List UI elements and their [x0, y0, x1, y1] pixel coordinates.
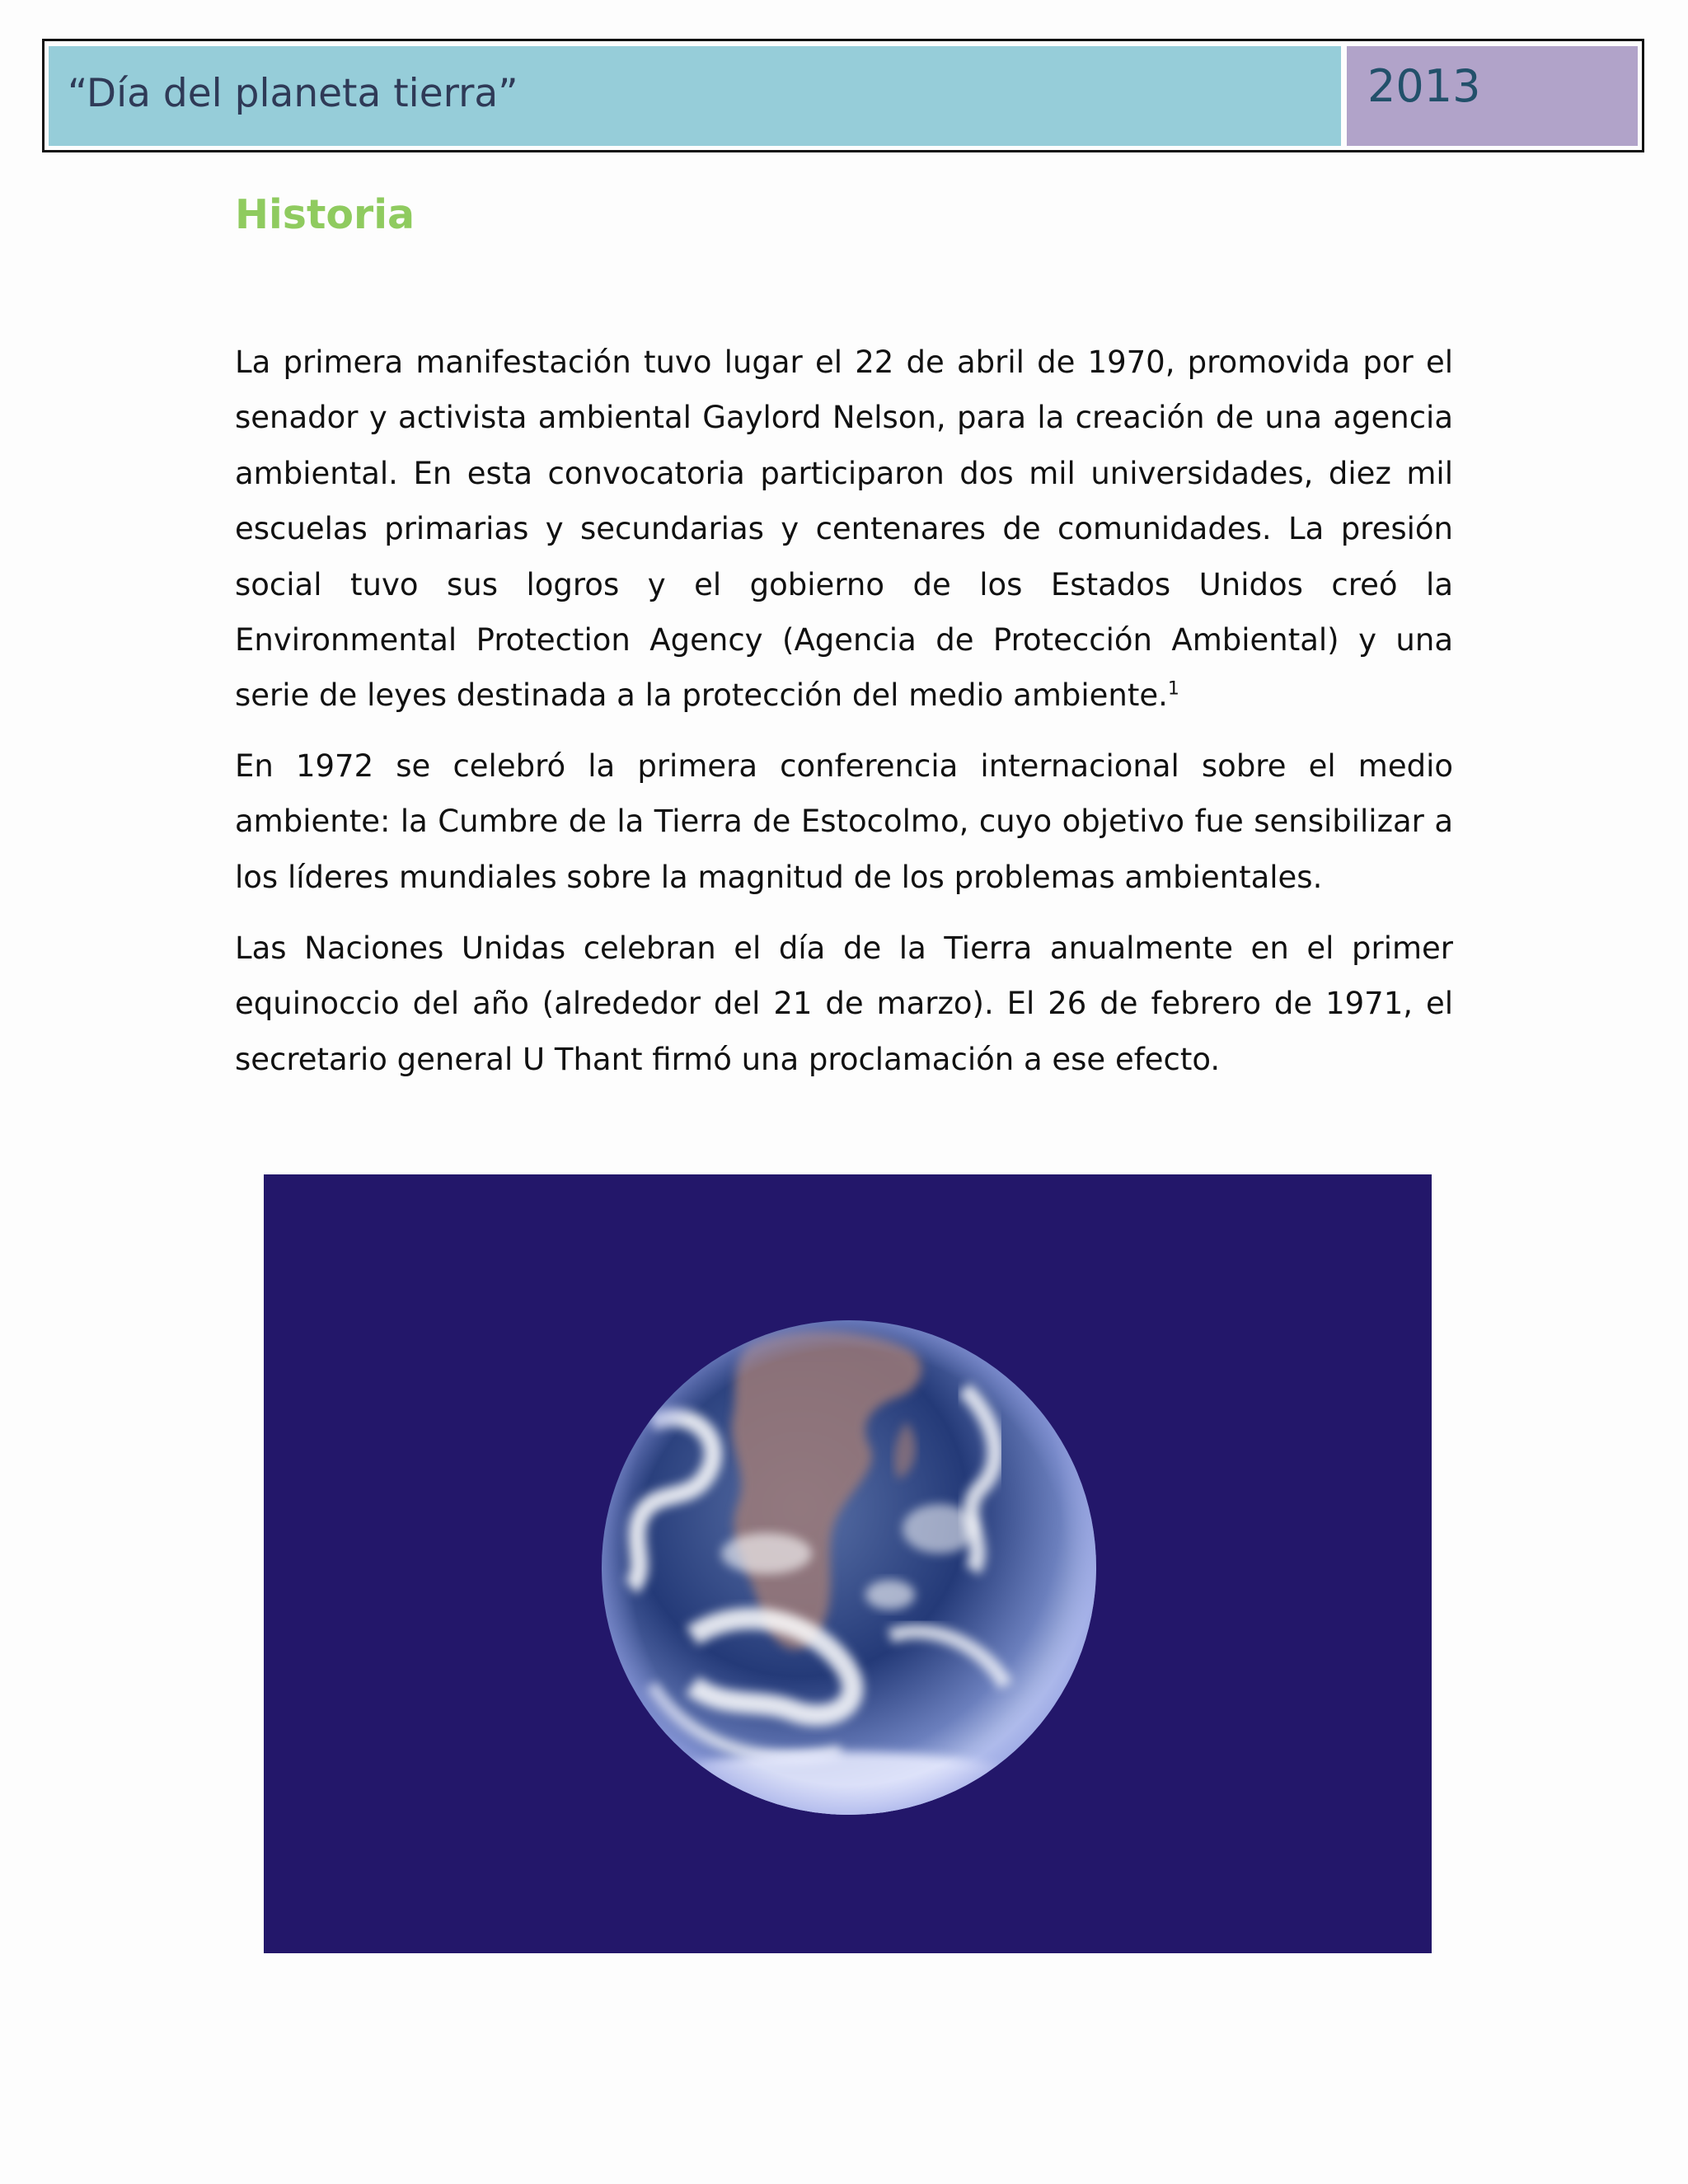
paragraph-3: Las Naciones Unidas celebran el día de la Tierra anualmente en el primer equinoccio del año (alrededor del 21 de marzo). El 26 de febrero de 1971, el secretario general U Thant firmó una proclamación a ese efecto. — [235, 930, 1453, 1077]
earth-photo — [264, 1174, 1432, 1953]
paragraph-1 — [235, 335, 1453, 724]
paragraph-2: En 1972 se celebró la primera conferencia internacional sobre el medio ambiente: la Cumbre de la Tierra de Estocolmo, cuyo objetivo fue sensibilizar a los líderes mundiales sobre la magnitud de los problemas ambientales. — [235, 748, 1453, 895]
document-title: “Día del planeta tierra” — [68, 71, 518, 116]
footnote-marker[interactable]: 1 — [1167, 679, 1179, 701]
paragraph-1-text: La primera manifestación tuvo lugar el 22 de abril de 1970, promovida por el senador y activista ambiental Gaylord Nelson, para la creación de una agencia ambiental. En esta convocatoria participaron dos mil universidades, diez mil escuelas primarias y secundarias y centenares de comunidades. La presión social tuvo sus logros y el gobierno de los Estados Unidos creó la Environmental Protection Agency (Agencia de Protección Ambiental) y una serie de leyes destinada a la protección del medio ambiente. — [235, 344, 1453, 714]
section-heading: Historia — [235, 191, 415, 238]
document-year: 2013 — [1367, 60, 1481, 112]
earth-globe-icon — [264, 1174, 1432, 1953]
globe-atmosphere — [602, 1320, 1096, 1815]
